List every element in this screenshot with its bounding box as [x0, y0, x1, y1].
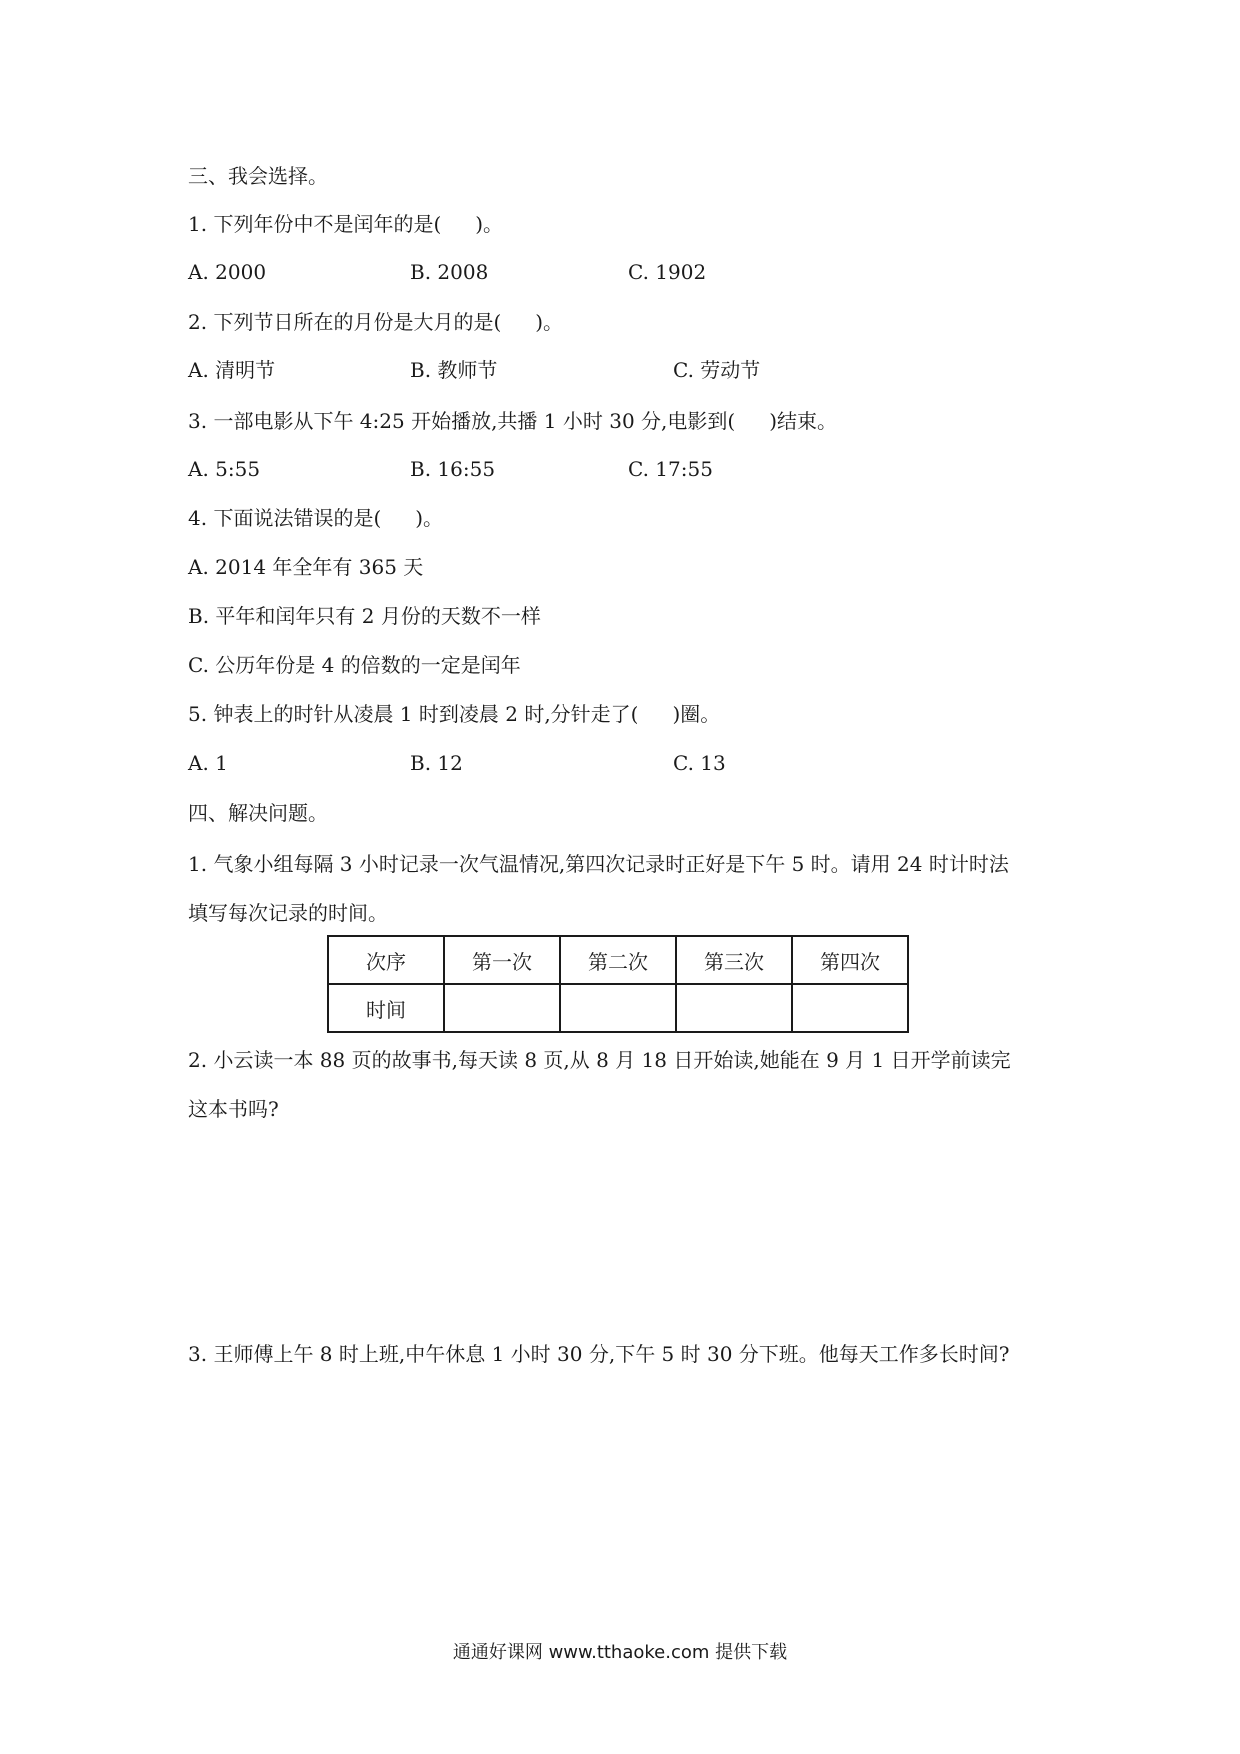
question-2 [188, 309, 563, 335]
answer-cell[interactable] [560, 984, 676, 1032]
q4-option-a: A. 2014 年全年有 365 天 [188, 555, 424, 579]
question-4 [188, 505, 443, 531]
q3-option-a: A. 5:55 [188, 457, 261, 481]
table-header-row [328, 936, 908, 984]
q1-option-b: B. 2008 [410, 260, 489, 284]
section4-heading: 四、解决问题。 [188, 801, 328, 825]
record-time-table [327, 935, 909, 1033]
question-4-text: 4. 下面说法错误的是( [188, 506, 382, 530]
q3-option-b: B. 16:55 [410, 457, 496, 481]
table-header-cell: 第二次 [560, 936, 676, 984]
question-1-text: 1. 下列年份中不是闰年的是( [188, 212, 442, 236]
q2-option-b: B. 教师节 [410, 358, 498, 382]
table-header-cell: 次序 [328, 936, 444, 984]
question-2-tail: )。 [535, 310, 564, 334]
footer-credit: 通通好课网 www.tthaoke.com 提供下载 [452, 1642, 788, 1663]
problem-2-line-2: 这本书吗? [188, 1097, 279, 1121]
question-3-text: 3. 一部电影从下午 4:25 开始播放,共播 1 小时 30 分,电影到( [188, 409, 736, 433]
q1-option-a: A. 2000 [188, 260, 267, 284]
q5-option-a: A. 1 [188, 751, 228, 775]
problem-1-line-1: 1. 气象小组每隔 3 小时记录一次气温情况,第四次记录时正好是下午 5 时。请用 24 时计时法 [188, 852, 1009, 876]
question-3-tail: )结束。 [769, 409, 837, 433]
question-5 [188, 701, 720, 727]
problem-3-line-1: 3. 王师傅上午 8 时上班,中午休息 1 小时 30 分,下午 5 时 30 分下班。他每天工作多长时间? [188, 1342, 1010, 1366]
question-1-tail: )。 [475, 212, 504, 236]
problem-2-line-1: 2. 小云读一本 88 页的故事书,每天读 8 页,从 8 月 18 日开始读,她能在 9 月 1 日开学前读完 [188, 1048, 1011, 1072]
question-4-tail: )。 [415, 506, 444, 530]
answer-cell[interactable] [444, 984, 560, 1032]
q5-option-c: C. 13 [673, 751, 726, 775]
answer-cell[interactable] [676, 984, 792, 1032]
question-2-text: 2. 下列节日所在的月份是大月的是( [188, 310, 502, 334]
q1-option-c: C. 1902 [628, 260, 707, 284]
table-row [328, 984, 908, 1032]
question-5-tail: )圈。 [672, 702, 721, 726]
problem-1-line-2: 填写每次记录的时间。 [188, 901, 388, 925]
table-header-cell: 第一次 [444, 936, 560, 984]
q2-option-c: C. 劳动节 [673, 358, 761, 382]
question-1 [188, 211, 503, 237]
q3-option-c: C. 17:55 [628, 457, 713, 481]
table-header-cell: 第三次 [676, 936, 792, 984]
table-row-label: 时间 [328, 984, 444, 1032]
question-5-text: 5. 钟表上的时针从凌晨 1 时到凌晨 2 时,分针走了( [188, 702, 639, 726]
answer-cell[interactable] [792, 984, 908, 1032]
q4-option-b: B. 平年和闰年只有 2 月份的天数不一样 [188, 604, 541, 628]
section3-heading: 三、我会选择。 [188, 164, 328, 188]
q2-option-a: A. 清明节 [188, 358, 276, 382]
table-header-cell: 第四次 [792, 936, 908, 984]
question-3 [188, 408, 837, 434]
q4-option-c: C. 公历年份是 4 的倍数的一定是闰年 [188, 653, 521, 677]
q5-option-b: B. 12 [410, 751, 463, 775]
